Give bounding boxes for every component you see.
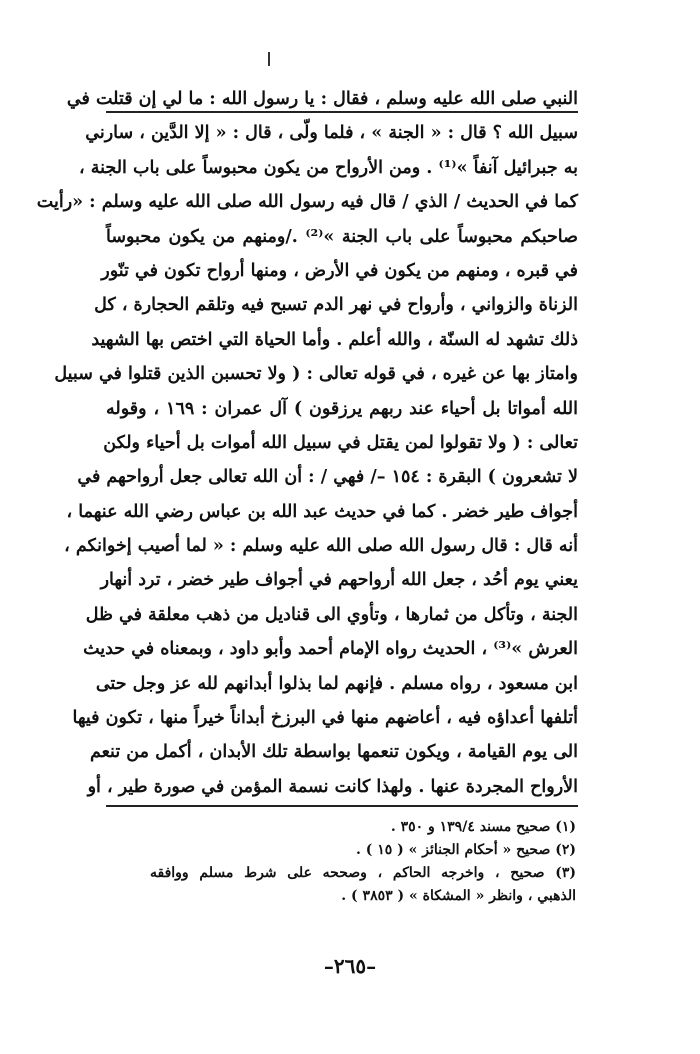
first-line-underline: [106, 111, 578, 113]
footnote: (١) صحيح مسند ١٣٩/٤ و ٣٥٠ .: [390, 819, 576, 835]
text-line: وامتاز بها عن غيره ، في قوله تعالى : ( ولا تحسبن الذين قتلوا في سبيل: [54, 364, 578, 385]
text-line: الى يوم القيامة ، ويكون تنعمها بواسطة تلك الأبدان ، أكمل من تنعم: [89, 742, 578, 763]
main-text: [36, 82, 578, 804]
text-line: النبي صلى الله عليه وسلم ، فقال : يا رسول الله : ما لي إن قتلت في: [66, 89, 578, 109]
text-line: لا تشعرون ) البقرة : ١٥٤ –/ فهي / : أن الله تعالى جعل أرواحهم في: [77, 467, 578, 488]
text-line: الله أمواتا بل أحياء عند ربهم يرزقون ) آل عمران : ١٦٩ ، وقوله: [106, 398, 578, 419]
text-line: تعالى : ( ولا تقولوا لمن يقتل في سبيل الله أموات بل أحياء ولكن: [103, 432, 578, 453]
page-number: –٢٦٥–: [323, 954, 377, 978]
text-line: كما في الحديث / الذي / قال فيه رسول الله صلى الله عليه وسلم : «رأيت: [36, 192, 578, 213]
text-line: سبيل الله ؟ قال : « الجنة » ، فلما ولّى ، قال : « إلا الدَّين ، سارني: [85, 123, 578, 144]
footnote: (٣) صحيح ، واخرجه الحاكم ، وصححه على شرط مسلم ووافقه: [150, 865, 576, 881]
text-line: أجواف طير خضر . كما في حديث عبد الله بن عباس رضي الله عنهما ،: [66, 501, 578, 522]
text-line: يعني يوم أحُد ، جعل الله أرواحهم في أجواف طير خضر ، ترد أنهار: [100, 570, 578, 591]
text-line: به جبرائيل آنفاً »⁽¹⁾ . ومن الأرواح من يكون محبوساً على باب الجنة ،: [79, 157, 578, 178]
text-line: أنه قال : قال رسول الله صلى الله عليه وسلم : « لما أصيب إخوانكم ،: [64, 536, 578, 557]
footnote-continuation: الذهبي ، وانظر « المشكاة » ( ٣٨٥٣ ) .: [341, 888, 576, 904]
footnote: (٢) صحيح « أحكام الجنائز » ( ١٥ ) .: [355, 842, 576, 858]
text-line: الزناة والزواني ، وأرواح في نهر الدم تسبح فيه وتلقم الحجارة ، كل: [94, 295, 578, 316]
text-line: صاحبكم محبوساً على باب الجنة »⁽²⁾ ./ومنهم من يكون محبوساً: [106, 226, 578, 247]
text-line: ابن مسعود ، رواه مسلم . فإنهم لما بذلوا أبدانهم لله عز وجل حتى: [95, 673, 578, 694]
top-tick-mark: [268, 52, 270, 66]
text-line: ذلك تشهد له السنّة ، والله أعلم . وأما الحياة التي اختص بها الشهيد: [91, 329, 578, 350]
text-line: الجنة ، وتأكل من ثمارها ، وتأوي الى قناديل من ذهب معلقة في ظل: [85, 604, 578, 625]
text-line: في قبره ، ومنهم من يكون في الأرض ، ومنها أرواح تكون في تنّور: [101, 260, 578, 281]
footnotes: [150, 816, 576, 908]
footnote-separator: [106, 805, 578, 807]
text-line: الأرواح المجردة عنها . ولهذا كانت نسمة المؤمن في صورة طير ، أو: [87, 776, 578, 797]
text-line: أتلفها أعداؤه فيه ، أعاضهم منها في البرزخ أبداناً خيراً منها ، تكون فيها: [72, 708, 578, 729]
text-line: العرش »⁽³⁾ ، الحديث رواه الإمام أحمد وأبو داود ، وبمعناه في حديث: [83, 639, 578, 660]
